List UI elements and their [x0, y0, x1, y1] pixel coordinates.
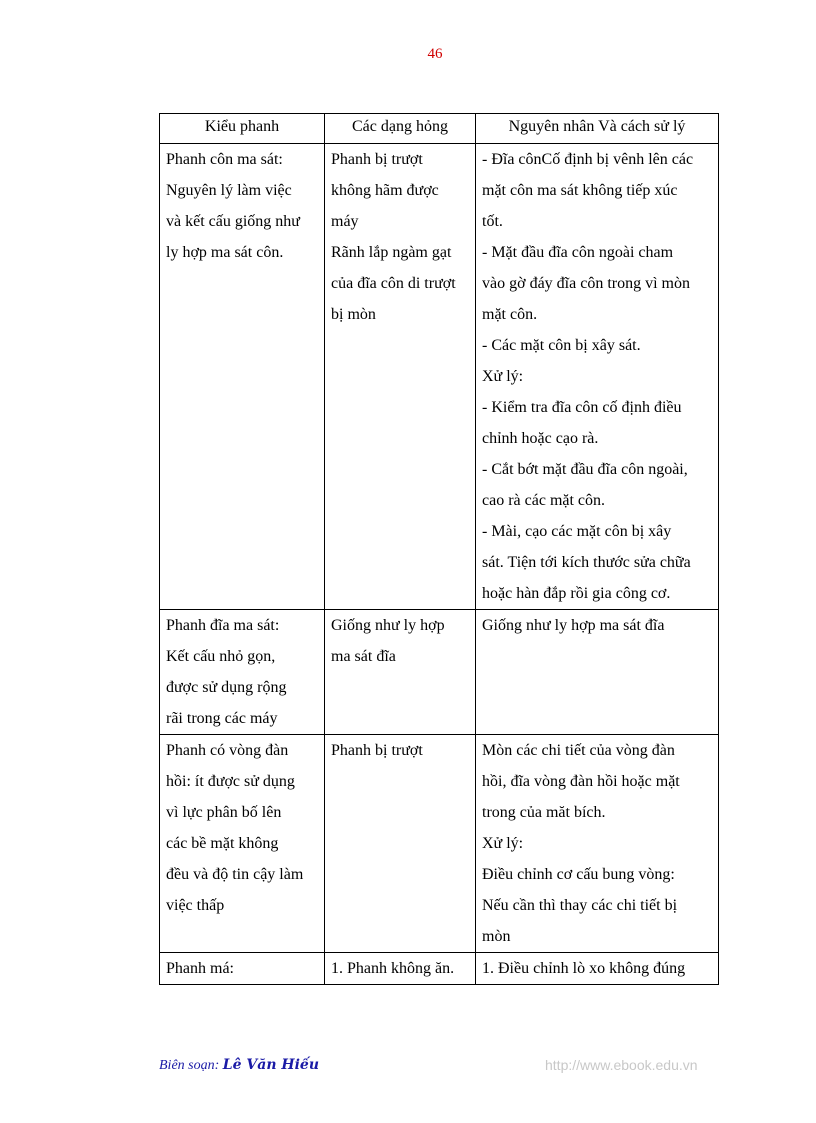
cell-text-line: sát. Tiện tới kích thước sửa chữa	[482, 554, 691, 571]
cell-text-line: chỉnh hoặc cạo rà.	[482, 430, 599, 447]
cell-text-line: vào gờ đáy đĩa côn trong vì mòn	[482, 275, 690, 292]
troubleshooting-table	[159, 113, 719, 985]
cell-damage-forms	[325, 610, 476, 735]
cell-text-line: Rãnh lắp ngàm gạt	[331, 244, 452, 261]
cell-text-line: mặt côn.	[482, 306, 538, 323]
cell-text-line: Giống như ly hợp ma sát đĩa	[482, 617, 665, 634]
cell-text-line: ly hợp ma sát côn.	[166, 244, 284, 261]
cell-text-line: 1. Phanh không ăn.	[331, 960, 455, 977]
header-cause-and-fix: Nguyên nhân Và cách sử lý	[476, 114, 719, 144]
cell-damage-forms	[325, 144, 476, 610]
cell-text-line: mòn	[482, 928, 511, 945]
table-row	[160, 610, 719, 735]
cell-text-line: được sử dụng rộng	[166, 679, 287, 696]
cell-text-line: Kết cấu nhỏ gọn,	[166, 648, 276, 665]
footer-label: Biên soạn:	[159, 1058, 223, 1073]
cell-cause-and-fix	[476, 735, 719, 953]
cell-text-line: cao rà các mặt côn.	[482, 492, 606, 509]
cell-text-line: bị mòn	[331, 306, 376, 323]
cell-text-line: của đĩa côn di trượt	[331, 275, 456, 292]
cell-text-line: Phanh bị trượt	[331, 151, 423, 168]
cell-text-line: 1. Điều chỉnh lò xo không đúng	[482, 960, 686, 977]
cell-text-line: Nguyên lý làm việc	[166, 182, 292, 199]
cell-brake-type	[160, 953, 325, 985]
cell-cause-and-fix	[476, 610, 719, 735]
cell-text-line: Xử lý:	[482, 835, 524, 852]
cell-text-line: Phanh côn ma sát:	[166, 151, 283, 168]
cell-text-line: - Đĩa cônCố định bị vênh lên các	[482, 151, 694, 168]
cell-text-line: hoặc hàn đắp rồi gia công cơ.	[482, 585, 671, 602]
cell-text-line: vì lực phân bố lên	[166, 804, 282, 821]
cell-text-line: tốt.	[482, 213, 503, 230]
cell-text-line: - Cắt bớt mặt đầu đĩa côn ngoài,	[482, 461, 688, 478]
cell-text-line: máy	[331, 213, 359, 230]
table-row	[160, 953, 719, 985]
cell-text-line: và kết cấu giống như	[166, 213, 300, 230]
cell-text-line: các bề mặt không	[166, 835, 279, 852]
cell-text-line: hồi: ít được sử dụng	[166, 773, 295, 790]
page-number: 46	[427, 46, 443, 62]
cell-text-line: Phanh má:	[166, 960, 234, 977]
cell-text-line: Mòn các chi tiết của vòng đàn	[482, 742, 675, 759]
cell-text-line: ma sát đĩa	[331, 648, 396, 665]
footer-credit	[159, 1057, 319, 1074]
cell-text-line: việc thấp	[166, 897, 225, 914]
cell-damage-forms	[325, 953, 476, 985]
table-row	[160, 735, 719, 953]
cell-text-line: Phanh có vòng đàn	[166, 742, 289, 759]
table-header-row	[160, 114, 719, 144]
cell-text-line: Điều chỉnh cơ cấu bung vòng:	[482, 866, 675, 883]
footer-url: http://www.ebook.edu.vn	[545, 1057, 698, 1073]
cell-text-line: trong của măt bích.	[482, 804, 606, 821]
cell-text-line: - Kiểm tra đĩa côn cố định điều	[482, 399, 682, 416]
cell-text-line: Xử lý:	[482, 368, 524, 385]
cell-text-line: mặt côn ma sát không tiếp xúc	[482, 182, 678, 199]
cell-brake-type	[160, 735, 325, 953]
cell-text-line: hồi, đĩa vòng đàn hồi hoặc mặt	[482, 773, 680, 790]
footer-author: Lê Văn Hiếu	[222, 1057, 320, 1073]
cell-text-line: - Mặt đầu đĩa côn ngoài cham	[482, 244, 674, 261]
cell-text-line: - Các mặt côn bị xây sát.	[482, 337, 641, 354]
cell-cause-and-fix	[476, 144, 719, 610]
cell-text-line: không hãm được	[331, 182, 439, 199]
cell-damage-forms	[325, 735, 476, 953]
cell-text-line: Giống như ly hợp	[331, 617, 445, 634]
header-damage-forms: Các dạng hỏng	[325, 114, 476, 144]
cell-text-line: Phanh bị trượt	[331, 742, 423, 759]
cell-text-line: Nếu cần thì thay các chi tiết bị	[482, 897, 678, 914]
cell-brake-type	[160, 610, 325, 735]
cell-text-line: - Mài, cạo các mặt côn bị xây	[482, 523, 672, 540]
cell-text-line: rãi trong các máy	[166, 710, 278, 727]
header-brake-type: Kiểu phanh	[160, 114, 325, 144]
cell-text-line: Phanh đĩa ma sát:	[166, 617, 280, 634]
cell-text-line: đều và độ tin cậy làm	[166, 866, 304, 883]
table-row	[160, 144, 719, 610]
cell-brake-type	[160, 144, 325, 610]
cell-cause-and-fix	[476, 953, 719, 985]
